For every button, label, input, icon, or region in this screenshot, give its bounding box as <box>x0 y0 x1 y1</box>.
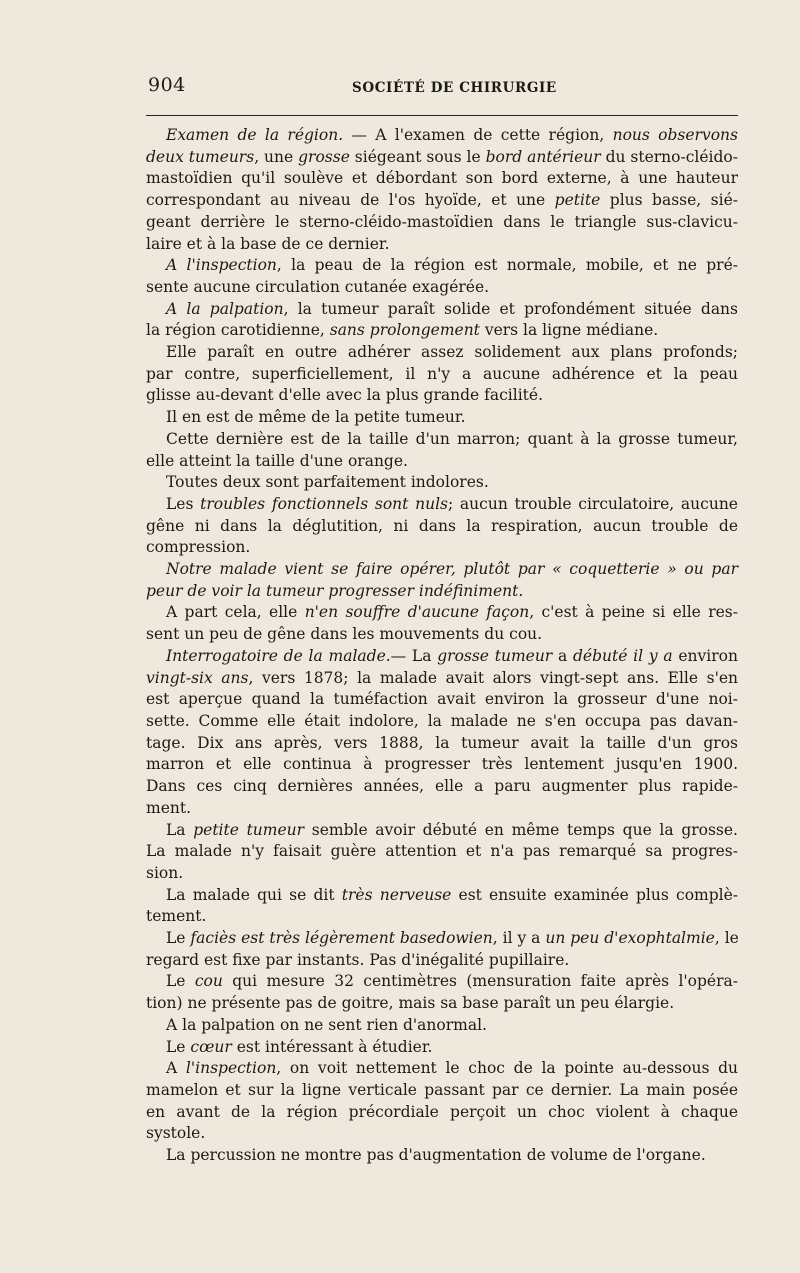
text-run: correspondant au niveau de l'os hyoïde, et une <box>146 191 555 210</box>
paragraph <box>146 885 738 928</box>
text-line <box>146 624 738 646</box>
italic-run: Interrogatoire de la malade. <box>166 646 391 665</box>
italic-run: peur de voir la tumeur progresser indéfiniment. <box>146 581 524 600</box>
paragraph <box>146 429 738 472</box>
text-run: mastoïdien qu'il soulève et débordant son bord externe, à une hauteur <box>146 169 738 188</box>
paragraph <box>146 602 738 645</box>
text-line <box>146 277 738 299</box>
text-line <box>146 190 738 212</box>
text-line <box>146 537 738 559</box>
text-run: est intéressant à étudier. <box>231 1037 433 1056</box>
text-run: Le <box>166 929 191 948</box>
text-line <box>146 733 738 755</box>
text-line <box>146 1080 738 1102</box>
text-run: marron et elle continua à progresser très lentement jusqu'en 1900. <box>146 755 738 774</box>
text-run: Il en est de même de la petite tumeur. <box>166 408 466 427</box>
text-run: la région carotidienne, <box>146 321 330 340</box>
text-run: qui mesure 32 centimètres (mensuration faite après l'opéra- <box>222 972 738 991</box>
text-run: La percussion ne montre pas d'augmentation de volume de l'organe. <box>166 1146 706 1165</box>
text-line <box>146 971 738 993</box>
text-run: tage. Dix ans après, vers 1888, la tumeur avait la taille d'un gros <box>146 733 738 752</box>
text-run: gêne ni dans la déglutition, ni dans la respiration, aucun trouble de <box>146 516 738 535</box>
text-run: , la peau de la région est normale, mobile, et ne pré- <box>276 256 738 275</box>
text-run: , il y a <box>492 929 546 948</box>
text-run: A la palpation on ne sent rien d'anormal. <box>166 1015 487 1034</box>
text-line <box>146 516 738 538</box>
text-line <box>146 581 738 603</box>
text-run: elle atteint la taille d'une orange. <box>146 451 408 470</box>
text-line <box>146 668 738 690</box>
text-line <box>146 342 738 364</box>
text-run: vers la ligne médiane. <box>479 321 659 340</box>
text-line <box>146 798 738 820</box>
text-run: compression. <box>146 538 251 557</box>
text-line <box>146 1058 738 1080</box>
text-run: semble avoir débuté en même temps que la grosse. <box>304 820 738 839</box>
text-run: La <box>166 820 194 839</box>
text-run: , la tumeur paraît solide et profondément située dans <box>283 299 738 318</box>
text-run: Elle paraît en outre adhérer assez solidement aux plans profonds; <box>166 343 738 362</box>
italic-run: très nerveuse <box>341 885 452 904</box>
text-line <box>146 451 738 473</box>
italic-run: sans prolongement <box>329 321 480 340</box>
text-run: — La <box>390 646 438 665</box>
text-run: , on voit nettement le choc de la pointe au-dessous du <box>276 1059 738 1078</box>
text-line <box>146 147 738 169</box>
italic-run: l'inspection <box>185 1059 277 1078</box>
italic-run: grosse tumeur <box>437 646 553 665</box>
paragraph <box>146 646 738 820</box>
paragraph <box>146 1145 738 1167</box>
text-line <box>146 299 738 321</box>
page-number: 904 <box>148 74 186 96</box>
text-run: sion. <box>146 863 184 882</box>
text-line <box>146 320 738 342</box>
text-run: , c'est à peine si elle res- <box>529 603 738 622</box>
text-run: sette. Comme elle était indolore, la malade ne s'en occupa pas davan- <box>146 711 738 730</box>
paragraph <box>146 494 738 559</box>
italic-run: Examen de la région. — <box>166 126 376 144</box>
text-run: tion) ne présente pas de goitre, mais sa base paraît un peu élargie. <box>146 994 675 1013</box>
text-run: A l'examen de cette région, <box>375 126 613 144</box>
text-line <box>146 711 738 733</box>
text-line <box>146 950 738 972</box>
italic-run: troubles fonctionnels sont nuls <box>200 494 448 513</box>
text-line <box>146 255 738 277</box>
text-line <box>146 646 738 668</box>
text-line <box>146 407 738 429</box>
paragraph <box>146 342 738 407</box>
text-line <box>146 820 738 842</box>
text-run: La malade n'y faisait guère attention et n'a pas remarqué sa progres- <box>146 842 738 861</box>
text-line <box>146 993 738 1015</box>
text-run: laire et à la base de ce dernier. <box>146 234 390 253</box>
text-run: mamelon et sur la ligne verticale passant par ce dernier. La main posée <box>146 1080 738 1099</box>
text-line <box>146 1145 738 1167</box>
paragraph <box>146 1015 738 1037</box>
text-run: en avant de la région précordiale perçoit un choc violent à chaque <box>146 1102 738 1121</box>
italic-run: deux tumeurs <box>146 147 255 166</box>
italic-run: bord antérieur <box>485 147 601 166</box>
paragraph <box>146 559 738 602</box>
text-line <box>146 364 738 386</box>
italic-run: A la palpation <box>166 299 284 318</box>
text-run: sent un peu de gêne dans les mouvements du cou. <box>146 625 543 644</box>
text-run: est ensuite examinée plus complè- <box>451 885 739 904</box>
text-run: , le <box>714 929 739 948</box>
text-line <box>146 863 738 885</box>
paragraph <box>146 472 738 494</box>
text-line <box>146 494 738 516</box>
paragraph <box>146 255 738 298</box>
text-run: Les <box>166 494 201 513</box>
paragraph <box>146 1058 738 1145</box>
paragraph <box>146 407 738 429</box>
text-run: systole. <box>146 1124 206 1143</box>
paragraph <box>146 928 738 971</box>
text-run: geant derrière le sterno-cléido-mastoïdien dans le triangle sus-clavicu- <box>146 212 738 231</box>
text-line <box>146 1123 738 1145</box>
text-run: siégeant sous le <box>349 147 486 166</box>
paragraph <box>146 299 738 342</box>
text-line <box>146 234 738 256</box>
text-line <box>146 602 738 624</box>
italic-run: cœur <box>190 1037 232 1056</box>
text-line <box>146 689 738 711</box>
text-run: ; aucun trouble circulatoire, aucune <box>447 494 738 513</box>
italic-run: faciès est très légèrement basedowien <box>190 929 493 948</box>
text-line <box>146 168 738 190</box>
text-line <box>146 212 738 234</box>
text-line <box>146 125 738 147</box>
text-run: , une <box>254 147 299 166</box>
text-run: glisse au-devant d'elle avec la plus grande facilité. <box>146 386 543 405</box>
italic-run: un peu d'exophtalmie <box>545 929 715 948</box>
text-line <box>146 385 738 407</box>
text-line <box>146 559 738 581</box>
page-header <box>146 74 738 104</box>
text-line <box>146 885 738 907</box>
body-text <box>146 125 738 1167</box>
text-run: plus basse, sié- <box>600 191 738 210</box>
text-run: Cette dernière est de la taille d'un marron; quant à la grosse tumeur, <box>166 429 738 448</box>
text-run: Dans ces cinq dernières années, elle a paru augmenter plus rapide- <box>146 777 738 796</box>
text-run: sente aucune circulation cutanée exagérée. <box>146 277 490 296</box>
text-run: La malade qui se dit <box>166 885 342 904</box>
italic-run: A l'inspection <box>166 256 277 275</box>
italic-run: débuté il y a <box>573 646 673 665</box>
text-line <box>146 1037 738 1059</box>
italic-run: grosse <box>298 147 350 166</box>
text-run: a <box>552 646 573 665</box>
text-run: Toutes deux sont parfaitement indolores. <box>166 473 489 492</box>
text-line <box>146 472 738 494</box>
italic-run: vingt-six ans <box>146 668 249 687</box>
text-run: environ <box>672 646 738 665</box>
text-run: est aperçue quand la tuméfaction avait environ la grosseur d'une noi- <box>146 690 738 709</box>
text-line <box>146 776 738 798</box>
text-line <box>146 928 738 950</box>
italic-run: cou <box>194 972 223 991</box>
italic-run: Notre malade vient se faire opérer, plutôt par « coquetterie » ou par <box>166 560 738 579</box>
text-run: A part cela, elle <box>166 603 305 622</box>
text-line <box>146 1102 738 1124</box>
text-run: ment. <box>146 798 192 817</box>
text-line <box>146 841 738 863</box>
text-run: , vers 1878; la malade avait alors vingt-sept ans. Elle s'en <box>248 668 738 687</box>
text-run: tement. <box>146 907 207 926</box>
text-line <box>146 429 738 451</box>
italic-run: nous observons <box>612 126 738 144</box>
text-run: A <box>166 1059 186 1078</box>
text-run: Le <box>166 1037 191 1056</box>
paragraph <box>146 125 738 255</box>
paragraph <box>146 971 738 1014</box>
running-head: SOCIÉTÉ DE CHIRURGIE <box>352 80 557 96</box>
text-run: Le <box>166 972 195 991</box>
paragraph <box>146 1037 738 1059</box>
text-line <box>146 754 738 776</box>
text-line <box>146 906 738 928</box>
italic-run: n'en souffre d'aucune façon <box>304 603 530 622</box>
italic-run: petite tumeur <box>193 820 305 839</box>
text-run: par contre, superficiellement, il n'y a aucune adhérence et la peau <box>146 364 738 383</box>
text-run: du sterno-cléido- <box>600 147 738 166</box>
text-line <box>146 1015 738 1037</box>
paragraph <box>146 820 738 885</box>
text-run: regard est fixe par instants. Pas d'inégalité pupillaire. <box>146 950 570 969</box>
italic-run: petite <box>554 191 601 210</box>
header-rule <box>146 115 738 116</box>
